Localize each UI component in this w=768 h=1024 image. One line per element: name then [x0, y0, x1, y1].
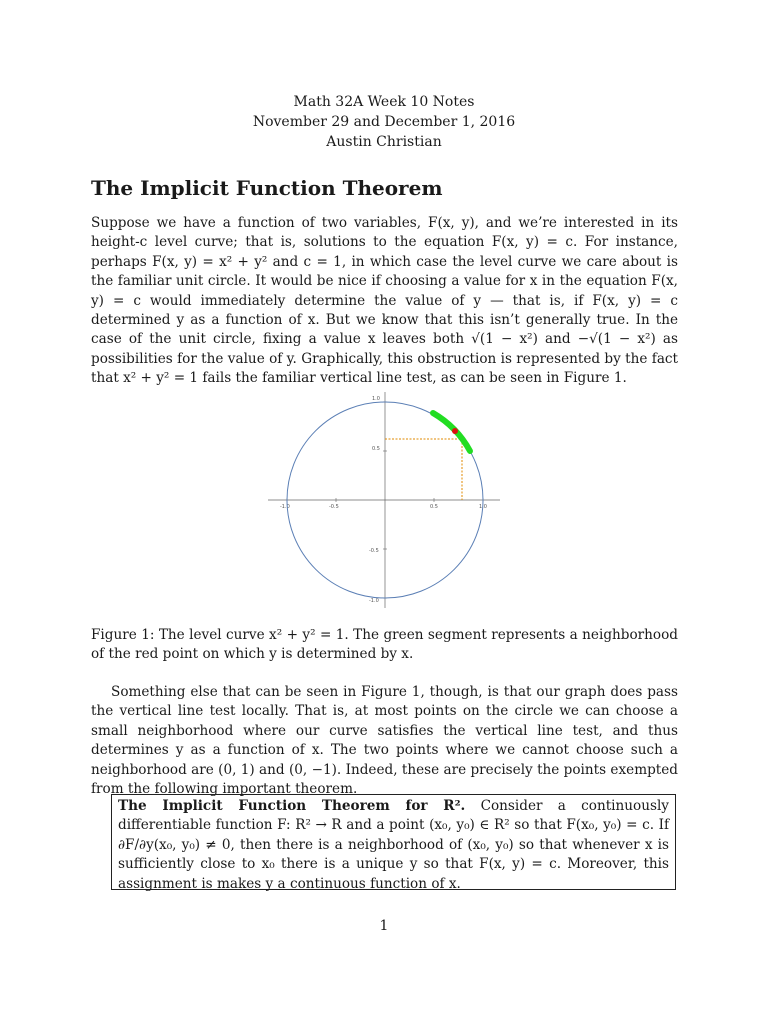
theorem-text: [118, 797, 669, 894]
page-number: 1: [379, 918, 389, 934]
tick-label-x-1: 1.0: [479, 504, 487, 510]
tick-label-y-neg1: -1.0: [369, 598, 379, 604]
theorem-box: [111, 794, 676, 890]
course-title: Math 32A Week 10 Notes: [293, 94, 475, 110]
tick-label-y-05: 0.5: [372, 446, 380, 452]
tick-label-x-neg05: -0.5: [329, 504, 339, 510]
figure-caption: Figure 1: The level curve x² + y² = 1. The green segment represents a neighborhood of the red point on which y is determined by x.: [91, 627, 678, 663]
second-paragraph: Something else that can be seen in Figure 1, though, is that our graph does pass the vertical line test locally. That is, at most points on the circle we can choose a small neighborhood where our curve satisfies the vertical line test, and thus determines y as a function of x. The two points where we cannot choose such a neighborhood are (0, 1) and (0, −1). Indeed, these are precisely the points exempted from the following important theorem.: [91, 684, 678, 798]
document-header: [0, 92, 768, 152]
theorem-body: Consider a continuously differentiable function F: R² → R and a point (x₀, y₀) ∈ R² so that F(x₀, y₀) = c. If ∂F/∂y(x₀, y₀) ≠ 0, then there is a neighborhood of (x₀, y₀) so that whenever x is sufficiently close to x₀ there is a unique y so that F(x, y) = c. Moreover, this assignment is makes y a continuous function of x.: [118, 798, 669, 892]
selected-point: [452, 428, 458, 434]
dotted-guide-lines: [385, 439, 462, 500]
tick-label-y-1: 1.0: [372, 396, 380, 402]
intro-paragraph: Suppose we have a function of two variables, F(x, y), and we’re interested in its height-c level curve; that is, solutions to the equation F(x, y) = c. For instance, perhaps F(x, y) = x² + y² and c = 1, in which case the level curve we care about is the familiar unit circle. It would be nice if choosing a value for x in the equation F(x, y) = c would immediately determine the value of y — that is, if F(x, y) = c determined y as a function of x. But we know that this isn’t generally true. In the case of the unit circle, fixing a value x leaves both √(1 − x²) and −√(1 − x²) as possibilities for the value of y. Graphically, this obstruction is represented by the fact that x² + y² = 1 fails the familiar vertical line test, as can be seen in Figure 1.: [91, 215, 678, 387]
theorem-title: The Implicit Function Theorem for R².: [118, 798, 466, 814]
tick-label-x-neg1: -1.0: [280, 504, 290, 510]
author-name: Austin Christian: [326, 134, 442, 150]
section-title: The Implicit Function Theorem: [91, 176, 443, 200]
neighborhood-segment: [433, 413, 470, 451]
tick-label-y-neg05: -0.5: [369, 548, 379, 554]
unit-circle-figure: [268, 392, 500, 608]
lecture-dates: November 29 and December 1, 2016: [252, 114, 516, 130]
tick-label-x-05: 0.5: [430, 504, 438, 510]
